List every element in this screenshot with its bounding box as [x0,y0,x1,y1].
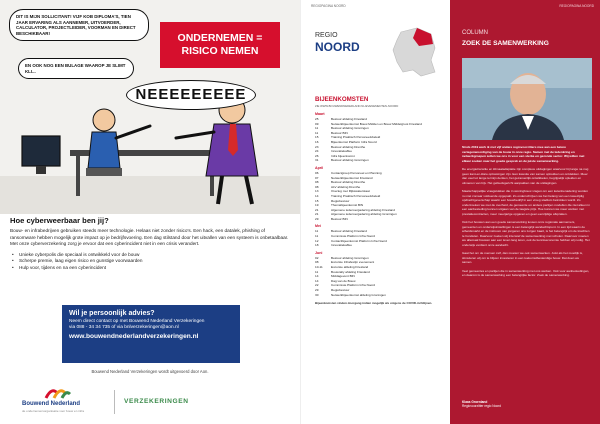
event-name: Excursie afdeling Friesland [331,265,369,270]
ad-headline-line1: ONDERNEMEN = [177,32,263,44]
event-day: 19 [315,203,319,208]
event-row [315,217,443,222]
right-page-column [450,0,600,424]
events-note: Bijeenkomsten vinden doorgang indien mogelijk als volgens de COVID-richtlijnen. [315,301,433,306]
ad-body [10,216,292,272]
event-day: 06 [315,170,319,175]
event-day: 31 [315,158,319,163]
month-heading: Mei [315,224,321,229]
logo-name: Bouwend Nederland [22,401,81,407]
event-day: 08 [315,260,319,265]
ad-bullet-list [10,252,292,272]
event-name: Bestuur afdeling Friesland [331,117,367,121]
regio-label: REGIO [315,32,338,39]
logo-mark-icon [44,384,72,400]
event-name: ALV afdeling Drenthe [331,184,361,189]
event-name: Contactgroep Personeel en Planning [331,170,382,175]
event-name: Regiobestuur [331,288,350,292]
speech-bubble-no: NEEEEEEEEE [126,80,256,110]
column-paragraph: De energietransitie en klimaatadaptatie zijn complexe uitdagingen waarvoor bij lange na nog geen kant-en-klare oplossingen zijn. Een kwestie van samen optrekken en ontdekken. Meer dan veel tot lange termijn denken, het gezamenlijk ontwikkelen, begrijpelijk opleiden en uitvoeren van bijv. Het gebiedsgericht aanpakken van de uitdagingen. [462,167,589,185]
event-day: 11 [315,126,319,131]
event-day: 14 [315,274,319,279]
event-name: Commissie Platform Infra Noord [331,283,376,288]
author-role: Regiovoorzitter regio Noord [462,404,501,409]
column-author [462,400,501,409]
event-day: 23 [315,144,319,149]
event-day: 25 [315,117,319,121]
event-day: 18 [315,243,319,248]
event-name: Themabijeenkomst BIN [331,203,364,208]
event-day: 02 [315,255,319,260]
running-header: REGIOPAGINA NOORD [311,4,346,8]
events-list [315,96,443,305]
event-name: Bouwrally afdeling Friesland [331,269,370,274]
event-name: Infra bijeenkomst [331,153,355,158]
month-heading: Juni [315,250,323,255]
ad-heading: Hoe cyberweerbaar ben jij? [10,216,109,225]
publisher-note: Bouwend Nederland Verzekeringen wordt uitgevoerd door Aon. [91,369,209,374]
event-name: Middagevent BIN [331,274,355,279]
netherlands-map-icon [391,26,437,78]
event-name: Overleg met Rijkswaterstaat [331,189,370,194]
contact-box [62,305,240,363]
verzekeringen-label: VERZEKERINGEN [124,398,189,405]
event-day: 21 [315,207,319,212]
event-day: 24 [315,149,319,154]
event-name: Algemene ledenvergadering afdeling Groningen [331,212,397,217]
event-day: 13 [315,189,319,194]
column-paragraph: Ook het bouwen aan een goede samenwerking tussen onze regionale aannemers, gemeenten en onderwijsinstellingen is een belangrijk aandachtspunt. In een tijd waarin de arbeidsmarkt en de instroom van jongeren ons zorgen baart, is het belangrijk om de krachten te bundelen. Daarvoor zoeken wij intensief de samenwerking met scholen. Daarvoor moeten we allemaal bouwen aan een leven lang leren, ook de kenniseconomie hebben wij nodig. Het onderwijs verdient onze aandacht. [462,220,590,247]
event-name: Innovatiekaffee [331,243,352,248]
event-day: 14 [315,193,319,198]
bouwend-nederland-logo [16,384,106,416]
event-day: 21 [315,212,319,217]
event-day: 11 [315,234,319,239]
events-title: BIJEENKOMSTEN [315,96,369,103]
event-day: 16 [315,139,319,144]
column-lead: Sinds 2019 werk ik met vijf andere regiovoorzitters mee aan een betere vertegenwoordiging van de bouw in onze regio. Samen met de ledenkring en netwerkgroepen zetten we ons in voor een sterke en gezonde sector. Wij willen met elkaar zoeken naar het goede gesprek en de juiste samenwerking. [462,145,585,163]
event-name: Algemene ledenvergadering afdeling Friesland [331,207,395,212]
event-name: Contactbijeenkomst Platform Infra Noord [331,238,387,243]
event-name: Training Praktisch Personeelsbeleid [331,193,381,198]
author-photo [462,58,592,140]
contact-phone-email[interactable]: via 088 - 34 34 735 of via bnlverzekeringen@aon.nl [69,325,179,331]
column-paragraph: Gaat het om de mensen zelf, dan moeten we ook samenwerken. Juist als het moeilijk is, stimuleren wij om te blijven investeren in een toekomstbestendige bouw. Dat doen we samen. [462,251,583,264]
event-day: 22 [315,283,319,288]
speech-bubble-applicant: DIT IS MIJN SOLLICITANT! VIJF KOB DIPLOMA'S, TIEN JAAR ERVARING ALS AANNEMER, UITVOERDER, CALCULATOR, PROJECTLEIDER, VOORMAN EN DIRECT BESCHIKBAAR! [9,9,149,41]
events-months [315,112,443,297]
regio-title: NOORD [315,40,360,54]
column-title: ZOEK DE SAMENWERKING [462,40,549,47]
event-name: Bestuur afdeling Groningen [331,126,369,131]
author-portrait [462,58,592,140]
event-day: 12 [315,238,319,243]
middle-page-regio [300,0,451,424]
event-row [315,158,443,163]
column-label: COLUMN [462,30,489,36]
event-name: Bestuur BIN [331,130,348,135]
logo-tagline: de ondernemersorganisatie voor bouw en infra [22,409,85,413]
event-name: Netwerkbijeenkomst Bouw Midden en Bouw Middelgroot Friesland [331,121,422,126]
column-text [462,145,590,282]
running-header: REGIOPAGINA NOORD [559,4,594,8]
ad-headline-line2: RISICO NEMEN [181,45,259,57]
event-row [315,293,443,298]
speech-bubble-addition: EN OOK NOG EEN BULAGE WAAROP JE SLIMT KLI... [18,58,134,79]
event-name: Excursie Infrafestijn evenement [331,260,375,265]
event-name: Training Praktisch Personeelsbeleid [331,135,381,140]
events-subtitle: ZIE WWW.BOUWENDNEDERLAND.NL/EVENEMENTEN-NOORD [315,104,399,108]
event-day: 08 [315,180,319,185]
event-name: Bijeenkomst Platform Infra Noord [331,139,377,144]
event-row [315,243,443,248]
cartoon-illustration [0,0,300,214]
column-paragraph: Veel gemeentes en partijen die in samenwerking met ons werken. Ook voor aanbestedingen, en daarom is de samenwerking een belangrijke factor. Zoek de samenwerking. [462,268,590,277]
event-day: 15 [315,135,319,140]
ad-headline-box [160,22,280,68]
event-day: 07 [315,175,319,180]
event-name: Dag van de Bouw [331,278,356,283]
event-day: 15 [315,198,319,203]
event-name: Commissie Platform Infra Noord [331,234,376,239]
event-day: 29 [315,216,319,221]
event-day: 11 [315,269,319,274]
contact-title: Wil je persoonlijk advies? [69,310,155,317]
ad-bullet: • Hulp voor, tijdens en na een cyberincident [10,265,292,272]
event-day: 10-11 [315,265,323,270]
author-name: Klaas Groenland [462,400,488,404]
event-day: 30 [315,292,319,297]
event-name: Innovatiekaffee [331,149,352,154]
month-heading: Maart [315,112,325,116]
contact-line: Neem direct contact op met Bouwend Nederland Verzekeringen [69,319,205,324]
event-day: 14 [315,278,319,283]
ad-bullet: • Scherpe premie, laag eigen risico en gunstige voorwaarden [10,258,292,265]
event-name: Bestuur afdeling Drenthe [331,180,366,185]
month-heading: April [315,165,324,170]
contact-website-link[interactable]: www.bouwendnederlandverzekeringen.nl [69,332,199,340]
event-name: Bestuur afdeling Drenthe [331,144,366,149]
event-name: Netwerkbijeenkomst afdeling Groningen [331,292,386,297]
ad-bullet: • Unieke cyberpolis die speciaal is ontwikkeld voor de bouw [10,252,292,259]
column-paragraph: Maatschappelijke vraagstukken die in woningbouw vragen om een ketenbenadering worden nu niet zomaar voldoende opgepakt. Zo onderschrijven we het belang van een tweezijdig opdrachtgeverschap waarin een bouwbedrijf in een vroeg stadium betrokken wordt. Zo onderzoeken we met de overheid, de gemeente en andere partijen modellen die niet alleen in een aanbesteding kunnen uitgaan van de laagste prijs. Hoe kunnen we meer werken met prestatiecontracten, meer meerjarige opgaven en geen eenzijdige afspraken. [462,189,590,216]
logo-divider [114,390,115,414]
event-day: 08 [315,184,319,189]
event-name: Bestuur afdeling Friesland [331,229,367,234]
event-day: 11 [315,130,319,135]
event-day: 26 [315,153,319,158]
ad-paragraph: Bouw- en infrabedrijven gebruiken steeds meer technologie. Helaas niet zonder risico's. Een hack, een datalek, phishing of ransomware hebben mogelijk grote impact op je bedrijfsvoering. Een dag stilstand door het uitvallen van een systeem is onbetaalbaar. Met onze cyberverzekering zorg je ervoor dat een cyberincident niet in een crisis verandert. [10,228,289,247]
event-name: Bestuur afdeling Groningen [331,158,369,163]
event-name: Netwerkbijeenkomst Friesland [331,175,373,180]
event-name: Bestuur BIN [331,216,348,221]
event-name: Bestuur afdeling Groningen [331,255,369,260]
event-name: Regiobestuur [331,198,350,203]
event-day: 29 [315,288,319,292]
event-day: 11 [315,229,319,234]
event-day: 09 [315,121,319,126]
